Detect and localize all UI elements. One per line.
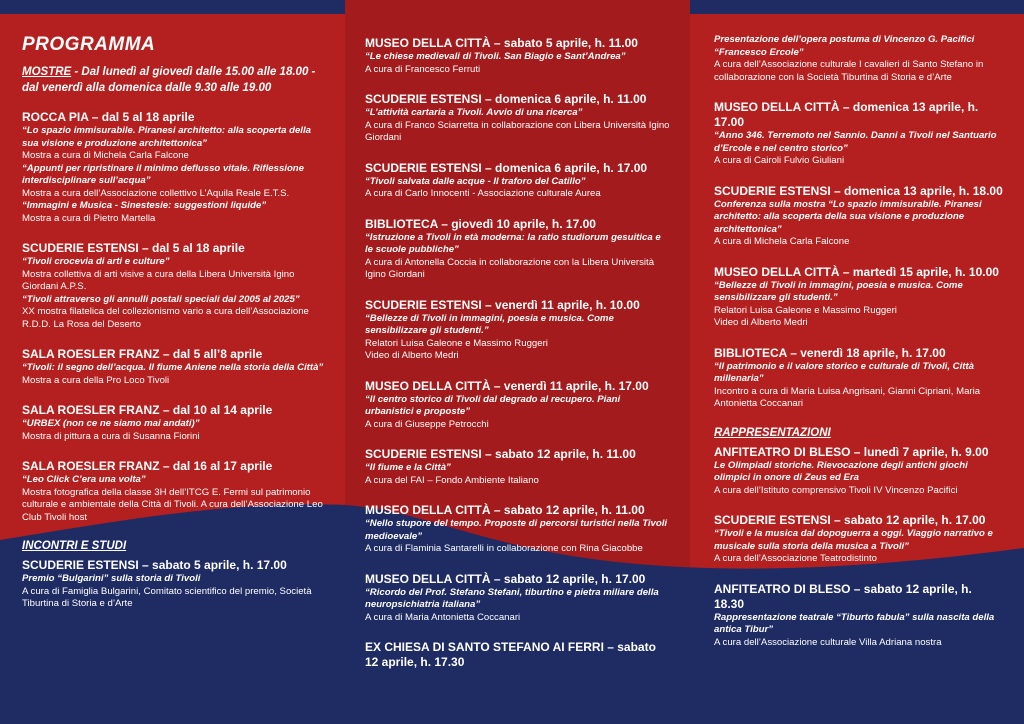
- event-title: SCUDERIE ESTENSI – domenica 6 aprile, h. 17.00: [365, 160, 648, 175]
- event-credit: A cura di Franco Sciarretta in collaborazione con Libera Università Igino Giordani: [365, 119, 670, 143]
- event-item: [365, 217, 670, 282]
- event-item: [714, 582, 1004, 650]
- event-title: SCUDERIE ESTENSI – sabato 5 aprile, h. 17.00: [22, 558, 287, 572]
- event-subject: “Tivoli attraverso gli annulli postali speciali dal 2005 al 2025”: [22, 293, 300, 305]
- event-item: [22, 347, 327, 387]
- event-subject: “L’attività cartaria a Tivoli. Avvio di una ricerca”: [365, 107, 583, 118]
- event-item: [22, 110, 327, 225]
- event-credit: A cura di Maria Antonietta Coccanari: [365, 611, 521, 623]
- event-credit: XX mostra filatelica del collezionismo vario a cura dell’Associazione R.D.D. La Rosa del Deserto: [22, 306, 309, 330]
- event-title: SCUDERIE ESTENSI – sabato 12 aprile, h. 17.00: [714, 513, 986, 527]
- exhibitions-list: [22, 110, 327, 524]
- event-title: SALA ROESLER FRANZ – dal 5 all’8 aprile: [22, 347, 263, 361]
- event-item: [22, 241, 327, 331]
- event-credit: Relatori Luisa Galeone e Massimo Ruggeri: [714, 304, 897, 316]
- event-title: BIBLIOTECA – venerdì 18 aprile, h. 17.00: [714, 345, 946, 360]
- event-subject: “Anno 346. Terremoto nel Sannio. Danni a Tivoli nel Santuario d’Ercole e nel centro storico”: [714, 130, 997, 154]
- event-subject: “Tivoli crocevia di arti e culture”: [22, 256, 170, 267]
- event-item: [714, 100, 1004, 168]
- event-title: MUSEO DELLA CITTÀ – martedì 15 aprile, h. 10.00: [714, 264, 999, 279]
- column-middle: [345, 0, 690, 724]
- event-subject: “Nello stupore del tempo. Proposte di percorsi turistici nella Tivoli medioevale”: [365, 518, 668, 542]
- event-subject: “Il centro storico di Tivoli dal degrado al recupero. Piani urbanistici e proposte”: [365, 393, 621, 417]
- talks-list-continued: [714, 34, 1004, 411]
- event-credit: Mostra a cura di Pietro Martella: [22, 212, 156, 224]
- event-subject: “Immagini e Musica - Sinestesie: suggestioni liquide”: [22, 200, 267, 211]
- column-left: [0, 0, 345, 724]
- event-credit: A cura di Francesco Ferruti: [365, 63, 481, 75]
- event-subject: “Il fiume e la Città”: [365, 462, 451, 473]
- event-title: BIBLIOTECA – giovedì 10 aprile, h. 17.00: [365, 216, 596, 231]
- event-credit: Relatori Luisa Galeone e Massimo Ruggeri: [365, 337, 548, 349]
- event-item: [22, 558, 327, 611]
- event-subject: “URBEX (non ce ne siamo mai andati)”: [22, 418, 200, 429]
- event-title: EX CHIESA DI SANTO STEFANO AI FERRI – sabato 12 aprile, h. 17.30: [365, 640, 656, 669]
- talks-list: [365, 36, 670, 670]
- section-incontri: INCONTRI E STUDI: [22, 540, 127, 552]
- event-subject: “Bellezze di Tivoli in immagini, poesia e musica. Come sensibilizzare gli studenti.”: [714, 279, 963, 303]
- mostre-text: - Dal lunedì al giovedì dalle 15.00 alle 18.00 - dal venerdì alla domenica dalle 9.30 alle 19.00: [22, 66, 316, 94]
- event-title: MUSEO DELLA CITTÀ – sabato 12 aprile, h. 11.00: [365, 503, 645, 517]
- event-item: [365, 36, 670, 76]
- event-credit: Mostra fotografica della classe 3H dell’ITCG E. Fermi sul patrimonio culturale e ambientale della Città di Tivoli. A cura dell’Associazione Leo Club Tivoli host: [22, 486, 323, 523]
- event-title: SALA ROESLER FRANZ – dal 10 al 14 aprile: [22, 403, 273, 417]
- event-item: [365, 92, 670, 145]
- event-title: MUSEO DELLA CITTÀ – domenica 13 aprile, h. 17.00: [714, 100, 979, 129]
- column-right: [690, 0, 1024, 724]
- event-credit: Mostra a cura di Michela Carla Falcone: [22, 150, 189, 161]
- event-subject: “Lo spazio immisurabile. Piranesi architetto: alla scoperta della sua visione e produzione architettonica”: [22, 125, 311, 149]
- event-credit: A cura dell’Associazione culturale Villa Adriana nostra: [714, 636, 942, 648]
- event-subject: Le Olimpiadi storiche. Rievocazione degli antichi giochi olimpici in onore di Zeus ed Era: [714, 459, 968, 483]
- event-subject: “Il patrimonio e il valore storico e culturale di Tivoli, Città millenaria”: [714, 360, 974, 384]
- event-item: [365, 298, 670, 363]
- event-credit: A cura dell’Associazione culturale I cavalieri di Santo Stefano in collaborazione con la Società Tiburtina di Storia e d’Arte: [714, 59, 984, 83]
- event-subject: Rappresentazione teatrale “Tiburto fabula” sulla nascita della antica Tibur”: [714, 611, 995, 635]
- event-item: [714, 346, 1004, 411]
- section-rappresentazioni: RAPPRESENTAZIONI: [714, 426, 831, 439]
- event-credit: Video di Alberto Medri: [714, 317, 808, 328]
- event-subject: “Appunti per ripristinare il minimo deflusso vitale. Riflessione interdisciplinare sull’acqua”: [22, 162, 305, 186]
- event-title: SCUDERIE ESTENSI – venerdì 11 aprile, h. 10.00: [365, 297, 640, 312]
- event-title: ROCCA PIA – dal 5 al 18 aprile: [22, 110, 195, 124]
- mostre-label: MOSTRE: [22, 66, 72, 78]
- event-credit: Mostra di pittura a cura di Susanna Fiorini: [22, 430, 200, 442]
- event-item: [714, 184, 1004, 249]
- event-item: [365, 572, 670, 625]
- event-credit: A cura di Antonella Coccia in collaborazione con la Libera Università Igino Giordani: [365, 256, 655, 280]
- event-subject: Presentazione dell’opera postuma di Vincenzo G. Pacifici “Francesco Ercole”: [714, 34, 975, 58]
- performances-list: [714, 445, 1004, 650]
- event-credit: A cura di Flaminia Santarelli in collaborazione con Rina Giacobbe: [365, 543, 643, 554]
- event-credit: Mostra collettiva di arti visive a cura della Libera Università Igino Giordani A.P.S.: [22, 268, 295, 292]
- event-item: [365, 640, 670, 670]
- event-item: [22, 459, 327, 524]
- event-item: [714, 265, 1004, 330]
- event-credit: A cura di Michela Carla Falcone: [714, 236, 850, 247]
- event-subject: “Bellezze di Tivoli in immagini, poesia e musica. Come sensibilizzare gli studenti.”: [365, 312, 614, 336]
- event-item: [365, 161, 670, 201]
- event-credit: A cura dell’Istituto comprensivo Tivoli IV Vincenzo Pacifici: [714, 484, 958, 496]
- event-item: [714, 513, 1004, 566]
- event-title: MUSEO DELLA CITTÀ – venerdì 11 aprile, h. 17.00: [365, 378, 649, 393]
- event-credit: Incontro a cura di Maria Luisa Angrisani, Gianni Cipriani, Maria Antonietta Coccanari: [714, 385, 981, 409]
- event-credit: Mostra a cura della Pro Loco Tivoli: [22, 374, 170, 386]
- event-subject: “Tivoli salvata dalle acque - Il traforo del Catillo”: [365, 175, 586, 187]
- event-title: ANFITEATRO DI BLESO – lunedì 7 aprile, h. 9.00: [714, 444, 989, 459]
- event-title: SCUDERIE ESTENSI – sabato 12 aprile, h. 11.00: [365, 447, 636, 461]
- event-item: [714, 34, 1004, 84]
- event-subject: “Le chiese medievali di Tivoli. San Biagio e Sant’Andrea”: [365, 51, 626, 62]
- event-item: [365, 447, 670, 487]
- event-title: SCUDERIE ESTENSI – dal 5 al 18 aprile: [22, 241, 245, 255]
- event-title: MUSEO DELLA CITTÀ – sabato 5 aprile, h. 11.00: [365, 36, 638, 50]
- incontri-list: [22, 558, 327, 611]
- event-subject: Premio “Bulgarini” sulla storia di Tivoli: [22, 573, 201, 584]
- event-credit: A cura del FAI – Fondo Ambiente Italiano: [365, 474, 539, 486]
- event-credit: Mostra a cura dell’Associazione collettivo L’Aquila Reale E.T.S.: [22, 187, 290, 199]
- event-title: SCUDERIE ESTENSI – domenica 13 aprile, h. 18.00: [714, 183, 1003, 198]
- event-credit: A cura dell’Associazione Teatrodistinto: [714, 553, 878, 564]
- event-subject: “Tivoli: il segno dell’acqua. Il fiume Aniene nella storia della Città”: [22, 362, 324, 373]
- event-subject: “Ricordo del Prof. Stefano Stefani, tiburtino e pietra miliare della neuropsichiatria italiana”: [365, 586, 659, 610]
- page-title: PROGRAMMA: [22, 34, 156, 55]
- event-subject: “Leo Click C’era una volta”: [22, 474, 146, 485]
- event-credit: Video di Alberto Medri: [365, 350, 459, 361]
- event-credit: A cura di Giuseppe Petrocchi: [365, 418, 489, 430]
- event-credit: A cura di Famiglia Bulgarini, Comitato scientifico del premio, Società Tiburtina di Storia e d’Arte: [22, 585, 312, 609]
- event-title: MUSEO DELLA CITTÀ – sabato 12 aprile, h. 17.00: [365, 571, 646, 586]
- mostre-hours: [22, 64, 327, 96]
- event-title: ANFITEATRO DI BLESO – sabato 12 aprile, h. 18.30: [714, 581, 972, 611]
- event-subject: Conferenza sulla mostra “Lo spazio immisurabile. Piranesi architetto: alla scoperta della sua visione e produzione architettonica”: [714, 198, 982, 235]
- event-item: [365, 379, 670, 432]
- event-title: SALA ROESLER FRANZ – dal 16 al 17 aprile: [22, 459, 273, 473]
- event-item: [714, 445, 1004, 498]
- event-subject: “Tivoli e la musica dal dopoguerra a oggi. Viaggio narrativo e musicale sulla storia della musica a Tivoli”: [714, 528, 993, 552]
- event-title: SCUDERIE ESTENSI – domenica 6 aprile, h. 11.00: [365, 92, 647, 106]
- event-item: [22, 403, 327, 443]
- event-item: [365, 503, 670, 556]
- event-credit: A cura di Carlo Innocenti - Associazione culturale Aurea: [365, 188, 601, 199]
- event-subject: “Istruzione a Tivoli in età moderna: la ratio studiorum gesuitica e le scuole pubbliche”: [365, 231, 661, 255]
- event-credit: A cura di Cairoli Fulvio Giuliani: [714, 155, 845, 166]
